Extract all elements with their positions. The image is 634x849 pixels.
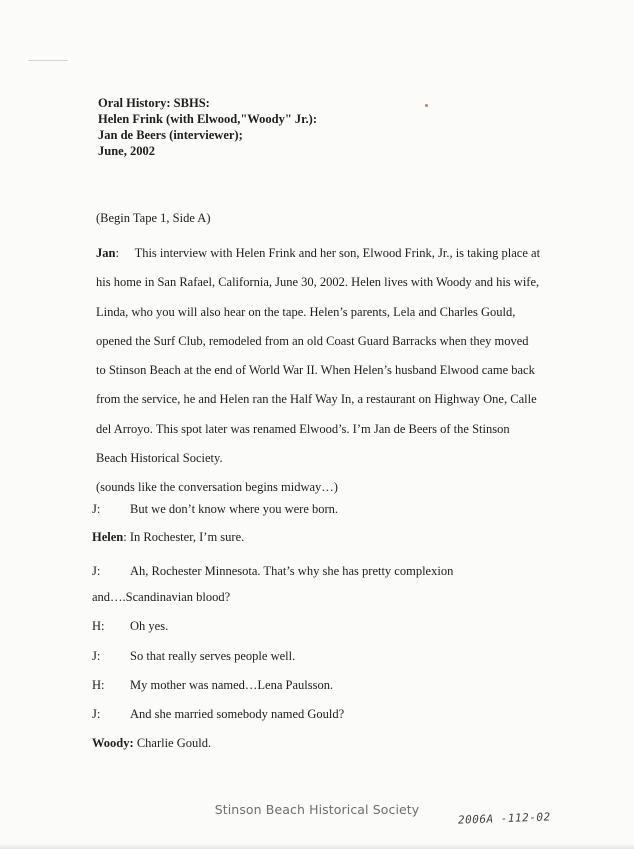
dialogue-speaker: Helen: [92, 530, 124, 544]
intro-speaker-colon: :: [115, 246, 119, 260]
dialogue-line: [92, 736, 211, 751]
scan-artifact: [28, 60, 68, 61]
dialogue-speaker: H:: [92, 678, 105, 692]
header-title: Oral History: SBHS:: [98, 96, 210, 110]
intro-line-2: his home in San Rafael, California, June 30, 2002. Helen lives with Woody and his wife,: [96, 275, 540, 290]
dialogue-speaker: Woody:: [92, 736, 134, 750]
society-watermark: Stinson Beach Historical Society: [214, 802, 420, 817]
tape-note: (Begin Tape 1, Side A): [96, 211, 211, 225]
dialogue-speaker: J:: [92, 707, 101, 721]
header-interviewer: Jan de Beers (interviewer);: [98, 128, 243, 142]
dialogue-text: And she married somebody named Gould?: [130, 707, 345, 721]
dialogue-text: : In Rochester, I’m sure.: [123, 530, 245, 544]
dialogue-line: [92, 619, 168, 634]
dialogue-text: But we don’t know where you were born.: [130, 502, 339, 516]
dialogue-line: [92, 590, 230, 605]
intro-line-7: del Arroyo. This spot later was renamed Elwood’s. I’m Jan de Beers of the Stinson: [96, 421, 510, 436]
dialogue-line: [92, 502, 338, 517]
intro-line-3: Linda, who you will also hear on the tape. Helen’s parents, Lela and Charles Gould,: [96, 304, 516, 319]
dialogue-line: [92, 530, 244, 545]
dialogue-speaker: J:: [92, 502, 101, 516]
intro-line-4: opened the Surf Club, remodeled from an old Coast Guard Barracks when they moved: [96, 333, 529, 348]
dialogue-line: [92, 678, 333, 693]
intro-line-6: from the service, he and Helen ran the Half Way In, a restaurant on Highway One, Calle: [96, 392, 537, 407]
dialogue-text: Charlie Gould.: [133, 736, 212, 750]
intro-text: This interview with Helen Frink and her son, Elwood Frink, Jr., is taking place at: [134, 246, 541, 260]
dialogue-line: [92, 707, 344, 722]
accession-number: 2006A -112-02: [457, 810, 551, 827]
intro-line-9: (sounds like the conversation begins midway…): [96, 480, 338, 495]
intro-line-1: [96, 239, 556, 268]
intro-speaker: Jan: [96, 246, 116, 260]
dialogue-text: Oh yes.: [130, 619, 169, 633]
dialogue-line: [92, 649, 295, 664]
dialogue-text: and….Scandinavian blood?: [92, 590, 231, 604]
intro-paragraph: [96, 239, 556, 503]
dialogue-text: So that really serves people well.: [130, 649, 296, 663]
dialogue-speaker: H:: [92, 619, 105, 633]
header-date: June, 2002: [98, 144, 155, 158]
ink-speck: [425, 104, 428, 107]
header-subject: Helen Frink (with Elwood,"Woody" Jr.):: [98, 112, 317, 126]
dialogue-speaker: J:: [92, 564, 101, 578]
dialogue-speaker: J:: [92, 649, 101, 663]
intro-line-5: to Stinson Beach at the end of World War II. When Helen’s husband Elwood came back: [96, 363, 535, 378]
document-header: [98, 95, 317, 159]
dialogue-text: Ah, Rochester Minnesota. That’s why she has pretty complexion: [130, 564, 454, 578]
intro-line-8: Beach Historical Society.: [96, 451, 223, 466]
scan-edge: [0, 843, 634, 849]
dialogue-text: My mother was named…Lena Paulsson.: [130, 678, 334, 692]
dialogue-line: [92, 564, 453, 579]
